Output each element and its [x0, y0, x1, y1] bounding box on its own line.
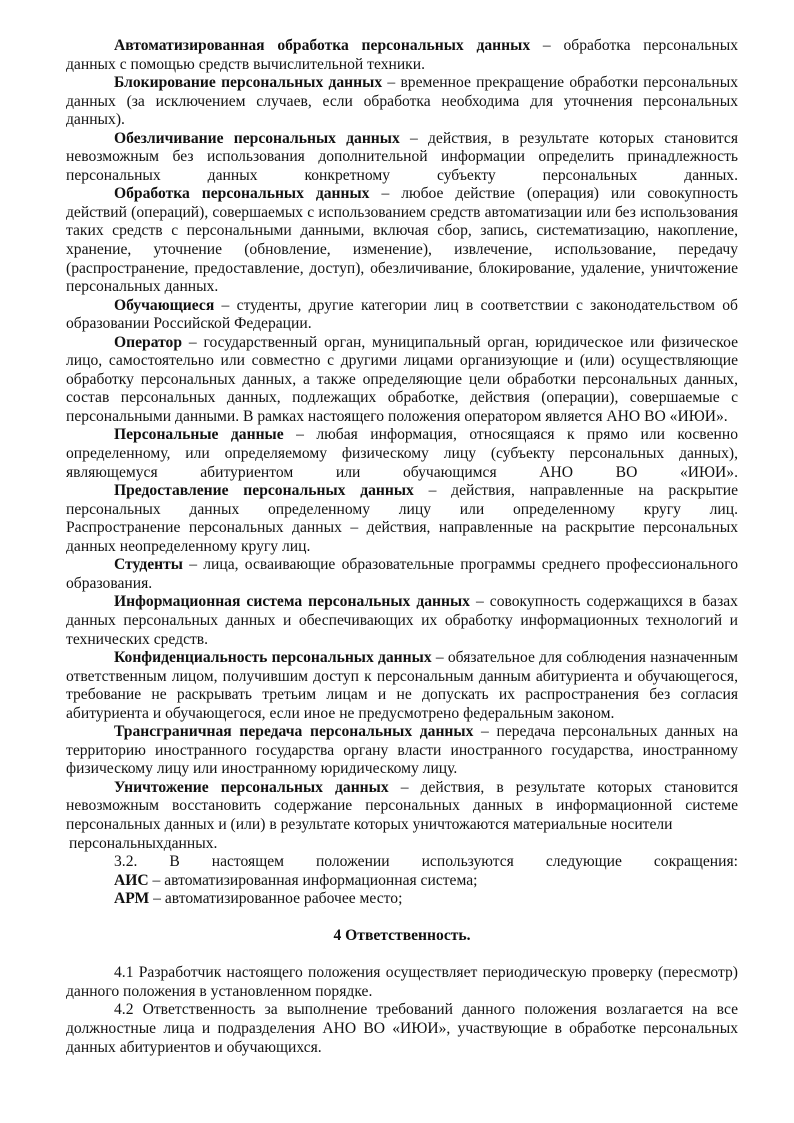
definition-text: – действия, в результате которых становится невозможным без использования дополнительной информации определить принадлежность персональных данных конкретному субъекту персональных данных.	[66, 129, 738, 184]
definition-depersonalization	[66, 130, 738, 186]
abbreviations-intro: 3.2. В настоящем положении используются следующие сокращения:	[114, 853, 738, 871]
definition-term: Информационная система персональных данных	[114, 593, 470, 611]
definition-term: Обезличивание персональных данных	[114, 129, 400, 147]
abbreviation-text: – автоматизированное рабочее место;	[149, 890, 403, 908]
definition-text: – временное прекращение обработки персональных данных (за исключением случаев, если обработка необходима для уточнения персональных данных).	[66, 74, 738, 129]
definition-destruction	[66, 779, 738, 835]
abbreviation-ais	[66, 872, 738, 891]
definition-operator	[66, 334, 738, 427]
definition-automated-processing	[66, 37, 738, 74]
definition-text: – передача персональных данных на территорию иностранного государства органу власти иностранного государства, иностранному физическому лицу или иностранному юридическому лицу.	[66, 723, 738, 778]
definition-students	[66, 556, 738, 593]
abbreviation-arm	[66, 890, 738, 909]
definition-provision	[66, 482, 738, 519]
definition-cross-border-transfer	[66, 723, 738, 779]
spacer	[66, 909, 738, 928]
definition-text: – любое действие (операция) или совокупность действий (операций), совершаемых с использованием средств автоматизации или без использования таких средств с персональными данными, включая сбор, запись, систематизацию, накопление, хранение, уточнение (обновление, изменение), извлечение, использование, передачу (распространение, предоставление, доступ), обезличивание, блокирование, удаление, уничтожение персональных данных.	[66, 185, 738, 296]
definition-term: Автоматизированная обработка персональных данных	[114, 37, 531, 54]
definition-information-system	[66, 593, 738, 649]
section-paragraph-4-2: 4.2 Ответственность за выполнение требований данного положения возлагается на все должностные лица и подразделения АНО ВО «ИЮИ», участвующие в обработке персональных данных абитуриентов и обучающихся.	[66, 1001, 738, 1056]
definition-text: Распространение персональных данных – действия, направленные на раскрытие персональных данных неопределенному кругу лиц.	[66, 519, 738, 555]
definition-text: – любая информация, относящаяся к прямо или косвенно определенному, или определяемому физическому лицу (субъекту персональных данных), являющемуся абитуриентом или обучающимся АНО ВО «ИЮИ».	[66, 426, 738, 481]
definition-processing	[66, 185, 738, 296]
definition-text: – лица, осваивающие образовательные программы среднего профессионального образования.	[66, 556, 738, 592]
definition-destruction-tail: персональныхданных.	[69, 834, 218, 852]
definition-text: – обработка персональных данных с помощью средств вычислительной техники.	[66, 37, 738, 73]
section-heading: 4 Ответственность.	[333, 927, 471, 945]
definition-term: Предоставление персональных данных	[114, 482, 414, 500]
definition-students-learners	[66, 297, 738, 334]
definition-text: – государственный орган, муниципальный орган, юридическое или физическое лицо, самостоятельно или совместно с другими лицами организующие и (или) осуществляющие обработку персональных данных, а также определяющие цели обработки персональных данных, состав персональных данных, подлежащих обработке, действия (операции), совершаемые с персональными данными. В рамках настоящего положения оператором является АНО ВО «ИЮИ».	[66, 333, 738, 425]
definition-term: Персональные данные	[114, 426, 284, 444]
spacer	[66, 946, 738, 965]
definition-text: – студенты, другие категории лиц в соответствии с законодательством об образовании Российской Федерации.	[66, 296, 738, 333]
definition-term: Обработка персональных данных	[114, 185, 370, 203]
definition-term: Трансграничная передача персональных данных	[114, 723, 474, 741]
definition-personal-data	[66, 426, 738, 482]
definition-term: Оператор	[114, 333, 183, 351]
definition-confidentiality	[66, 649, 738, 723]
abbreviation-term: АРМ	[114, 890, 150, 908]
definition-text: – действия, в результате которых становится невозможным восстановить содержание персональных данных в информационной системе персональных данных и (или) в результате которых уничтожаются материальные носители	[66, 778, 738, 833]
definition-distribution	[66, 519, 738, 556]
definition-text: – обязательное для соблюдения назначенным ответственным лицом, получившим доступ к персональным данным абитуриента и обучающегося, требование не раскрывать третьим лицам и не допускать их распространения без согласия абитуриента и обучающегося, если иное не предусмотрено федеральным законом.	[66, 649, 738, 722]
abbreviation-term: АИС	[114, 871, 149, 889]
definition-text: – действия, направленные на раскрытие персональных данных определенному лицу или определенному кругу лиц.	[66, 482, 738, 518]
definition-blocking	[66, 74, 738, 130]
definition-term: Конфиденциальность персональных данных	[114, 649, 432, 667]
definition-term: Студенты	[114, 556, 183, 574]
document-page	[66, 37, 738, 1057]
section-paragraph-4-1: 4.1 Разработчик настоящего положения осуществляет периодическую проверку (пересмотр) данного положения в установленном порядке.	[66, 964, 738, 1000]
definition-term: Уничтожение персональных данных	[114, 778, 389, 796]
definition-term: Блокирование персональных данных	[114, 74, 383, 92]
definition-term: Обучающиеся	[114, 296, 215, 314]
definition-text: – совокупность содержащихся в базах данных персональных данных и обеспечивающих их обработку информационных технологий и технических средств.	[66, 593, 738, 648]
abbreviation-text: – автоматизированная информационная система;	[148, 871, 478, 889]
